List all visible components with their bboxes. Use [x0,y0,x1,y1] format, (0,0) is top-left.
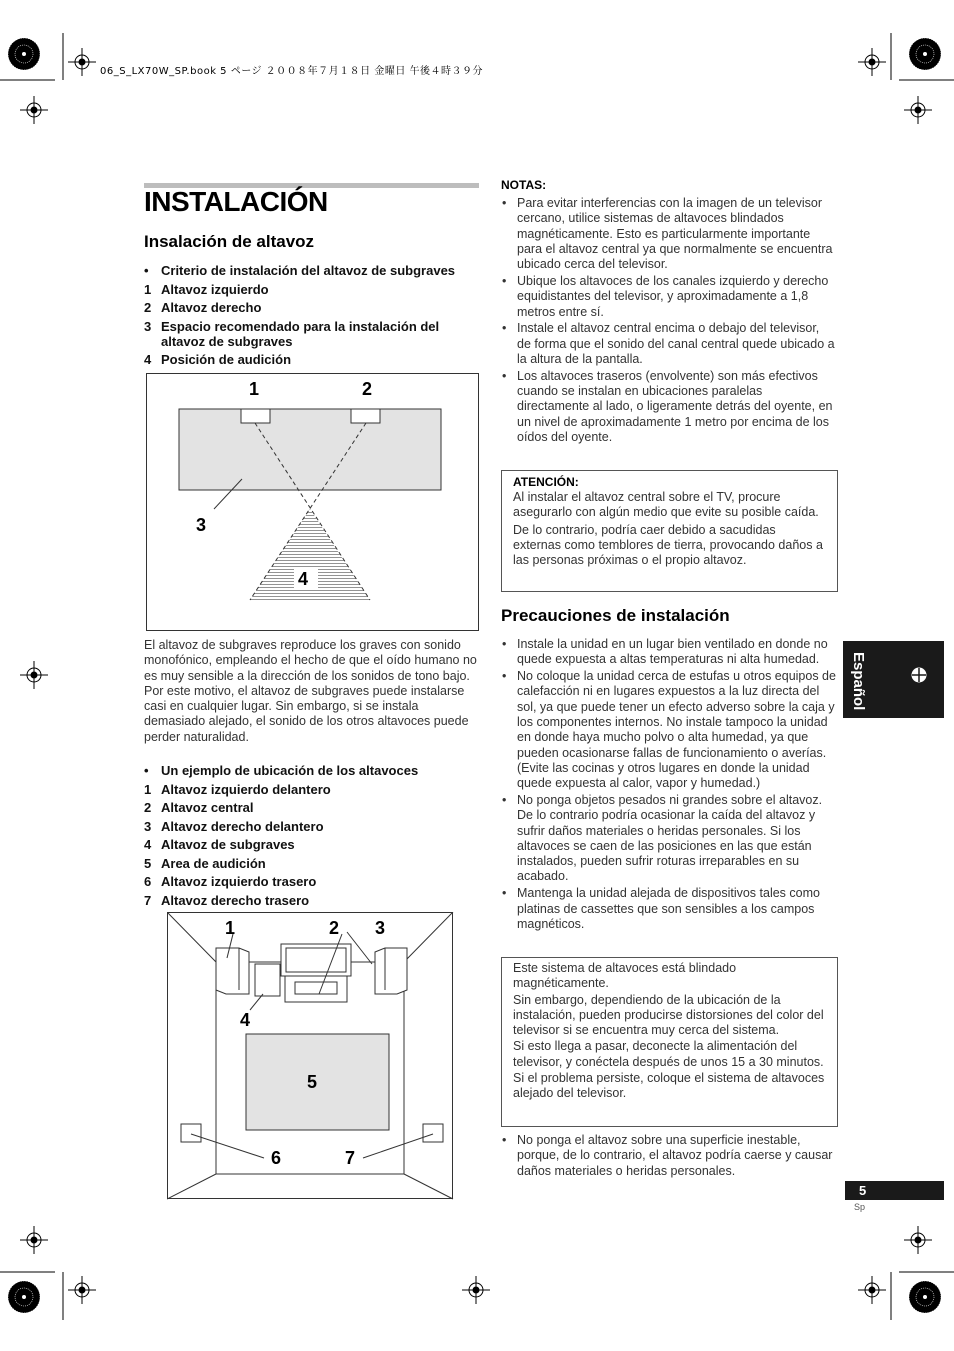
subwoofer-paragraph: El altavoz de subgraves reproduce los graves con sonido monofónico, empleando el hecho de que el oído humano no es muy sensible a la dirección de los sonidos de tono bajo. Por este motivo, el altavoz de subgraves puede instalarse casi en cualquier lugar. Sin embargo, si se instala demasiado alejado, el sonido de los otros altavoces puede perder naturalidad. [144,638,477,744]
page-lang: Sp [854,1202,866,1212]
list-item: • Mantenga la unidad alejada de dispositivos tales como platinas de cassettes que son sensibles a los campos magnéticos. [501,886,836,932]
fig2-label-4: 4 [240,1010,251,1030]
fig1-label-3: 3 [196,515,207,535]
list-item: 2 Altavoz central [144,800,254,815]
figure-subwoofer-placement [146,373,480,632]
fig2-label-3: 3 [375,918,386,938]
fig1-label-2: 2 [362,379,373,399]
list-item: 4 Altavoz de subgraves [144,837,295,852]
fig2-label-7: 7 [345,1148,356,1168]
list-item: 3 Espacio recomendado para la instalación del altavoz de subgraves [144,318,440,349]
fig2-label-2: 2 [329,918,340,938]
box-text: Si el problema persiste, coloque el sistema de altavoces alejado del televisor. [513,1071,825,1101]
list-item: 7 Altavoz derecho trasero [144,892,310,908]
final-list [501,1133,836,1180]
list-item: • No ponga el altavoz sobre una superficie inestable, porque, de lo contrario, el altavoz podría caerse y causar daños materiales o heridas personales. [501,1133,836,1179]
language-tab-label: Español [850,652,867,711]
precauciones-list [501,637,836,934]
page-title: INSTALACIÓN [144,186,328,217]
box-text: Este sistema de altavoces está blindado magnéticamente. [513,961,737,991]
list-item: 3 Altavoz derecho delantero [144,818,324,834]
list-item: • Los altavoces traseros (envolvente) son más efectivos cuando se instalan en ubicaciones paralelas directamente al lado, o ligeramente detrás del oyente, en un nivel de aproximadamente 1 metro por encima de los oídos del oyente. [501,369,836,445]
file-header: 06_S_LX70W_SP.book 5 ページ ２００８年７月１８日 金曜日 午後４時３９分 [100,66,484,77]
list-item: 6 Altavoz izquierdo trasero [144,874,317,889]
notes-heading: NOTAS: [501,178,547,192]
section-heading-precauciones: Precauciones de instalación [501,606,730,625]
fig2-label-1: 1 [225,918,236,938]
fig2-label-5: 5 [307,1072,318,1092]
fig1-label-1: 1 [249,379,260,399]
section-heading-altavoz: Insalación de altavoz [144,232,315,251]
list-item: • Instale el altavoz central encima o debajo del televisor, de forma que el sonido del canal central quede ubicado a la altura de la pantalla. [501,321,836,367]
page-number-box [845,1181,944,1200]
atencion-heading: ATENCIÓN: [513,475,579,489]
box-text: Sin embargo, dependiendo de la ubicación de la instalación, pueden producirse distorsiones del color del televisor si se encuentra muy cerca del sistema. [513,992,824,1038]
list-item: • Un ejemplo de ubicación de los altavoces [144,763,419,778]
atencion-text: Al instalar el altavoz central sobre el TV, procure asegurarlo con algún medio que evite su posible caída. [513,490,819,520]
list-item: 1 Altavoz izquierdo delantero [144,781,331,797]
fig1-label-4: 4 [298,569,309,589]
atencion-text: De lo contrario, podría caer debido a sacudidas externas como temblores de tierra, provocando daños a las personas próximas o el propio altavoz. [513,522,823,568]
list-ejemplo [144,763,479,911]
list-item: 2 Altavoz derecho [144,300,262,315]
magnetic-shield-box [501,957,838,1127]
fig2-label-6: 6 [271,1148,282,1168]
list-criterio [144,263,479,371]
list-item: • Ubique los altavoces de los canales izquierdo y derecho equidistantes del televisor, y aproximadamente a 1,8 metros entre sí. [501,274,836,320]
registration-cross-icon [910,666,928,684]
page-number: 5 [859,1183,867,1198]
list-item: • Instale la unidad en un lugar bien ventilado en donde no quede expuesta a altas temperaturas ni alta humedad. [501,637,836,668]
atencion-box [501,470,838,592]
figure-room-layout [167,912,454,1200]
list-item: 4 Posición de audición [144,352,292,367]
notes-list [501,196,836,447]
list-item: 1 Altavoz izquierdo [144,281,269,297]
list-item: • Para evitar interferencias con la imagen de un televisor cercano, utilice sistemas de altavoces blindados magnéticamente. Esto es particularmente importante para el altavoz central ya que normalmente se encuentra ubicado cerca del televisor. [501,196,836,272]
list-item: 5 Area de audición [144,855,266,871]
list-item: • No ponga objetos pesados ni grandes sobre el altavoz. De lo contrario podría ocasionar la caída del altavoz y sufrir daños materiales o heridas personales. Si los altavoces se caen de las posiciones en las que están instalados, pueden sufrir roturas irreparables en su acabado. [501,793,836,885]
list-item: • No coloque la unidad cerca de estufas u otros equipos de calefacción ni en lugares expuestos a la luz directa del sol, ya que puede tener un efecto adverso sobre la caja y los componentes internos. No instale tampoco la unidad en donde haya mucho polvo o alta humedad, ya que pueden ocasionarse fallas de funcionamiento o averías. (Evite las cocinas y otros lugares en donde la unidad quede expuesta al calor, vapor y humedad.) [501,669,836,791]
box-text: Si esto llega a pasar, deconecte la alimentación del televisor, y conéctela después de unos 15 a 30 minutos. [513,1039,824,1069]
list-item: • Criterio de instalación del altavoz de subgraves [144,263,456,278]
